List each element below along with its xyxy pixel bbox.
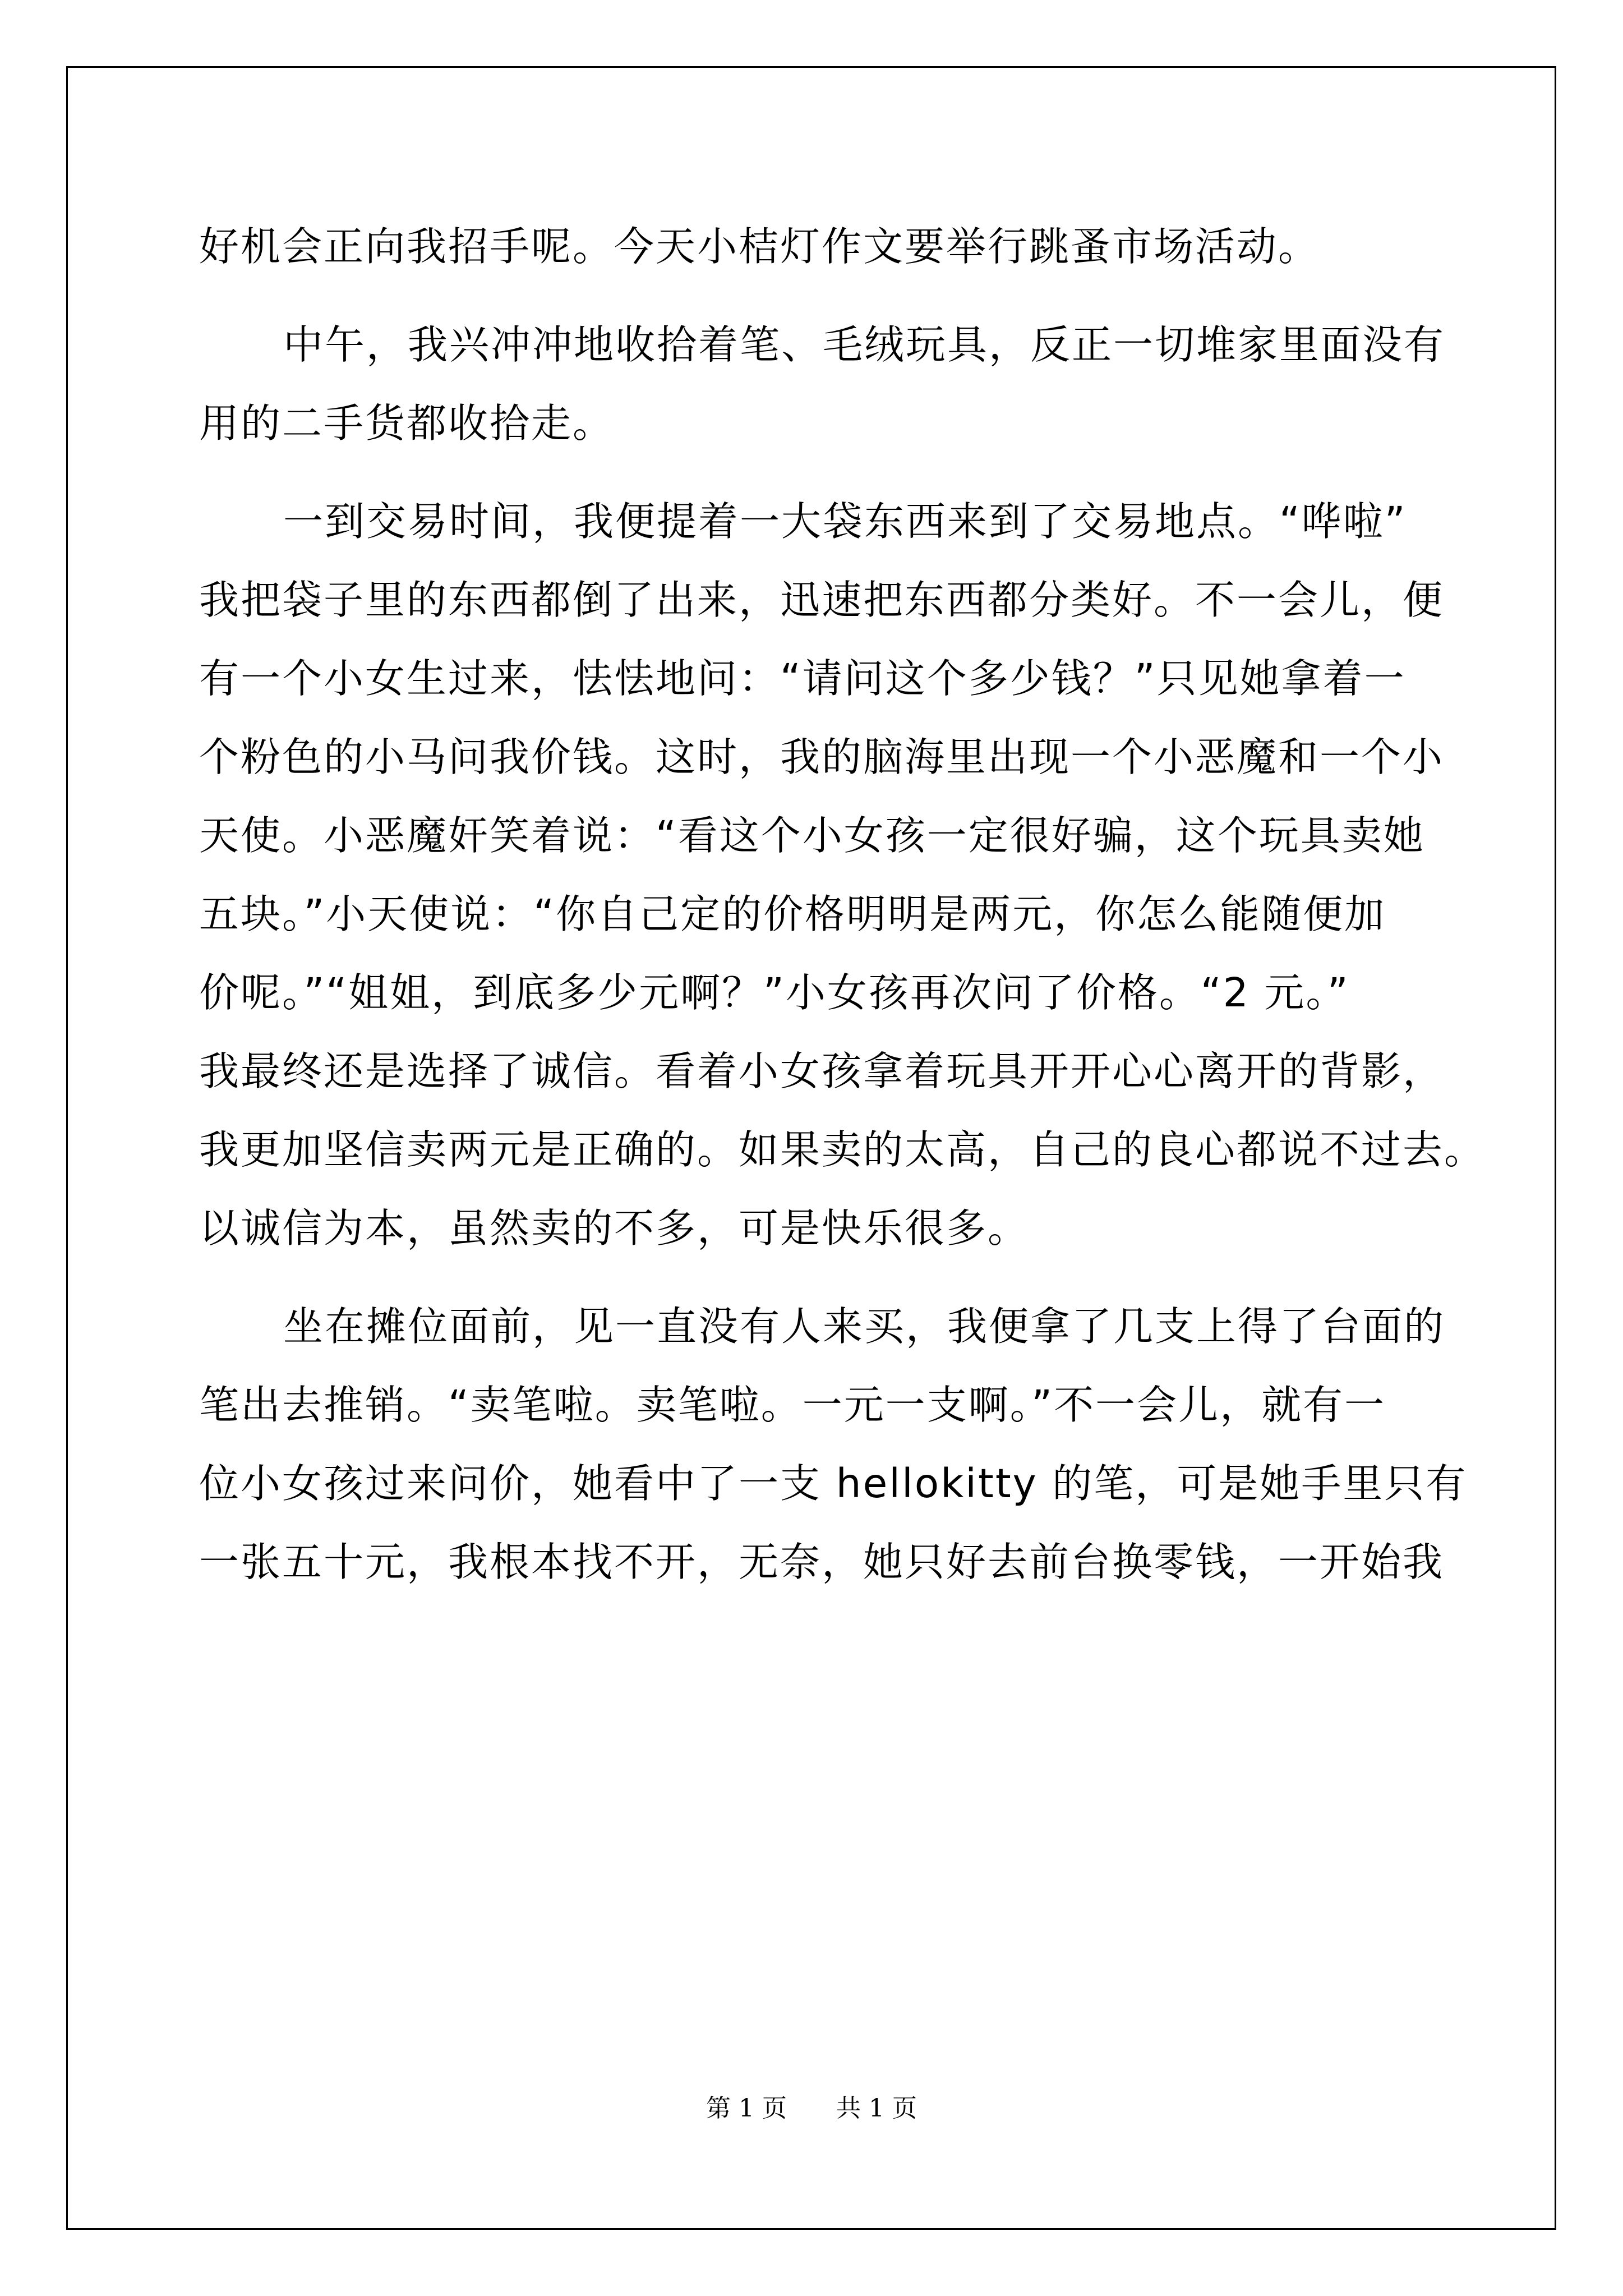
text-line: 有一个小女生过来，怯怯地问：“请问这个多少钱？”只见她拿着一 bbox=[199, 655, 1406, 702]
text-line: 笔出去推销。“卖笔啦。卖笔啦。一元一支啊。”不一会儿，就有一 bbox=[199, 1382, 1386, 1428]
text-line: 天使。小恶魔奸笑着说：“看这个小女孩一定很好骗，这个玩具卖她 bbox=[199, 812, 1425, 859]
page-number-current: 第 1 页 bbox=[706, 2094, 787, 2123]
document-body bbox=[199, 208, 1486, 1602]
page-footer bbox=[0, 2088, 1623, 2124]
text-line: 坐在摊位面前，见一直没有人来买，我便拿了几支上得了台面的 bbox=[283, 1303, 1446, 1350]
text-line: 我最终还是选择了诚信。看着小女孩拿着玩具开开心心离开的背影， bbox=[199, 1048, 1445, 1094]
text-line: 用的二手货都收拾走。 bbox=[199, 400, 615, 447]
text-line: 我把袋子里的东西都倒了出来，迅速把东西都分类好。不一会儿，便 bbox=[199, 577, 1445, 623]
text-line: 以诚信为本，虽然卖的不多，可是快乐很多。 bbox=[199, 1205, 1030, 1251]
text-line: 好机会正向我招手呢。今天小桔灯作文要举行跳蚤市场活动。 bbox=[199, 223, 1320, 270]
page-number-total: 共 1 页 bbox=[836, 2094, 917, 2123]
text-line: 一到交易时间，我便提着一大袋东西来到了交易地点。“哗啦” bbox=[283, 498, 1407, 545]
text-line: 五块。”小天使说：“你自己定的价格明明是两元，你怎么能随便加 bbox=[199, 891, 1386, 937]
text-line: 我更加坚信卖两元是正确的。如果卖的太高，自己的良心都说不过去。 bbox=[199, 1126, 1486, 1173]
text-line: 中午，我兴冲冲地收拾着笔、毛绒玩具，反正一切堆家里面没有 bbox=[283, 321, 1446, 368]
text-line: 位小女孩过来问价，她看中了一支 hellokitty 的笔，可是她手里只有 bbox=[199, 1460, 1468, 1507]
text-line: 个粉色的小马问我价钱。这时，我的脑海里出现一个小恶魔和一个小 bbox=[199, 734, 1445, 780]
text-line: 价呢。”“姐姐，到底多少元啊？”小女孩再次问了价格。“2 元。” bbox=[199, 969, 1350, 1016]
text-line: 一张五十元，我根本找不开，无奈，她只好去前台换零钱，一开始我 bbox=[199, 1539, 1445, 1585]
